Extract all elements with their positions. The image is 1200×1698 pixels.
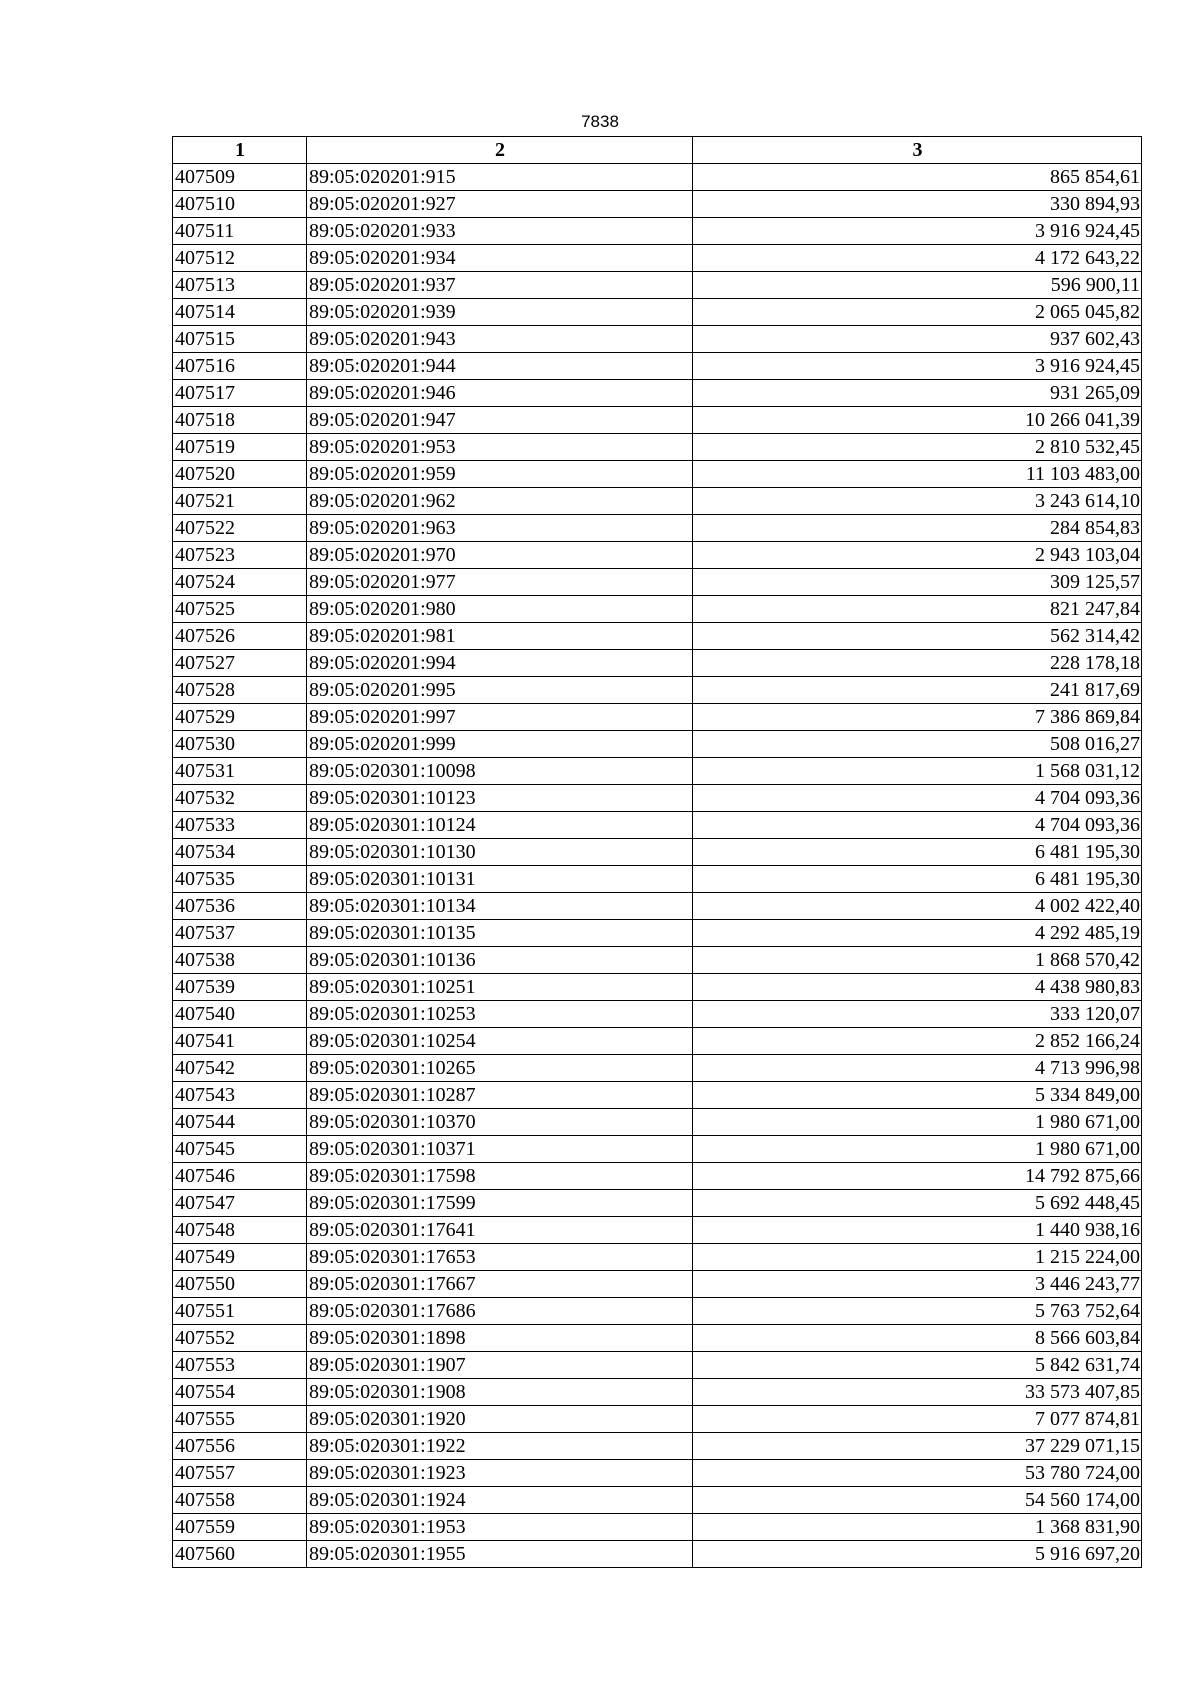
table-body [173, 164, 1142, 1568]
cadastral-value-cell: 241 817,69 [693, 677, 1142, 704]
table-row [173, 758, 1142, 785]
cadastral-number-cell: 89:05:020301:17686 [307, 1298, 693, 1325]
table-row [173, 1325, 1142, 1352]
cadastral-value-cell: 53 780 724,00 [693, 1460, 1142, 1487]
cadastral-value-cell: 4 713 996,98 [693, 1055, 1142, 1082]
row-number-cell: 407542 [173, 1055, 307, 1082]
cadastral-number-cell: 89:05:020301:10098 [307, 758, 693, 785]
cadastral-value-cell: 5 763 752,64 [693, 1298, 1142, 1325]
row-number-cell: 407513 [173, 272, 307, 299]
cadastral-value-cell: 3 243 614,10 [693, 488, 1142, 515]
cadastral-value-cell: 6 481 195,30 [693, 866, 1142, 893]
cadastral-value-cell: 4 438 980,83 [693, 974, 1142, 1001]
cadastral-value-cell: 1 980 671,00 [693, 1136, 1142, 1163]
cadastral-number-cell: 89:05:020201:959 [307, 461, 693, 488]
row-number-cell: 407532 [173, 785, 307, 812]
row-number-cell: 407558 [173, 1487, 307, 1514]
cadastral-number-cell: 89:05:020201:977 [307, 569, 693, 596]
row-number-cell: 407534 [173, 839, 307, 866]
row-number-cell: 407557 [173, 1460, 307, 1487]
cadastral-value-cell: 3 446 243,77 [693, 1271, 1142, 1298]
row-number-cell: 407538 [173, 947, 307, 974]
cadastral-number-cell: 89:05:020201:962 [307, 488, 693, 515]
table-row [173, 839, 1142, 866]
row-number-cell: 407556 [173, 1433, 307, 1460]
table-row [173, 488, 1142, 515]
cadastral-value-cell: 2 943 103,04 [693, 542, 1142, 569]
cadastral-value-cell: 10 266 041,39 [693, 407, 1142, 434]
cadastral-value-cell: 562 314,42 [693, 623, 1142, 650]
table-row [173, 1163, 1142, 1190]
row-number-cell: 407509 [173, 164, 307, 191]
table-row [173, 164, 1142, 191]
row-number-cell: 407552 [173, 1325, 307, 1352]
cadastral-number-cell: 89:05:020301:1907 [307, 1352, 693, 1379]
table-row [173, 1028, 1142, 1055]
cadastral-value-cell: 931 265,09 [693, 380, 1142, 407]
cadastral-number-cell: 89:05:020201:970 [307, 542, 693, 569]
cadastral-number-cell: 89:05:020301:17653 [307, 1244, 693, 1271]
table-row [173, 1460, 1142, 1487]
row-number-cell: 407535 [173, 866, 307, 893]
row-number-cell: 407518 [173, 407, 307, 434]
table-row [173, 461, 1142, 488]
table-row [173, 1136, 1142, 1163]
cadastral-number-cell: 89:05:020201:980 [307, 596, 693, 623]
cadastral-value-cell: 3 916 924,45 [693, 353, 1142, 380]
cadastral-number-cell: 89:05:020201:939 [307, 299, 693, 326]
cadastral-number-cell: 89:05:020301:10136 [307, 947, 693, 974]
column-header-3: 3 [693, 137, 1142, 164]
row-number-cell: 407545 [173, 1136, 307, 1163]
cadastral-value-cell: 14 792 875,66 [693, 1163, 1142, 1190]
table-row [173, 245, 1142, 272]
cadastral-number-cell: 89:05:020201:915 [307, 164, 693, 191]
cadastral-value-cell: 865 854,61 [693, 164, 1142, 191]
cadastral-value-cell: 5 916 697,20 [693, 1541, 1142, 1568]
cadastral-number-cell: 89:05:020301:10370 [307, 1109, 693, 1136]
cadastral-value-cell: 6 481 195,30 [693, 839, 1142, 866]
row-number-cell: 407525 [173, 596, 307, 623]
table-row [173, 569, 1142, 596]
cadastral-number-cell: 89:05:020301:1898 [307, 1325, 693, 1352]
cadastral-value-cell: 4 172 643,22 [693, 245, 1142, 272]
cadastral-value-cell: 2 065 045,82 [693, 299, 1142, 326]
row-number-cell: 407530 [173, 731, 307, 758]
cadastral-value-cell: 4 704 093,36 [693, 785, 1142, 812]
cadastral-number-cell: 89:05:020301:10131 [307, 866, 693, 893]
table-row [173, 1271, 1142, 1298]
cadastral-number-cell: 89:05:020201:995 [307, 677, 693, 704]
row-number-cell: 407516 [173, 353, 307, 380]
row-number-cell: 407527 [173, 650, 307, 677]
cadastral-value-cell: 54 560 174,00 [693, 1487, 1142, 1514]
row-number-cell: 407520 [173, 461, 307, 488]
table-row [173, 407, 1142, 434]
cadastral-value-cell: 1 368 831,90 [693, 1514, 1142, 1541]
table-row [173, 1109, 1142, 1136]
cadastral-number-cell: 89:05:020301:10371 [307, 1136, 693, 1163]
table-row [173, 1352, 1142, 1379]
table-row [173, 326, 1142, 353]
table-row [173, 434, 1142, 461]
table-row [173, 893, 1142, 920]
table-row [173, 1055, 1142, 1082]
table-row [173, 731, 1142, 758]
table-row [173, 272, 1142, 299]
table-header [173, 137, 1142, 164]
row-number-cell: 407510 [173, 191, 307, 218]
cadastral-number-cell: 89:05:020201:943 [307, 326, 693, 353]
table-row [173, 353, 1142, 380]
row-number-cell: 407536 [173, 893, 307, 920]
cadastral-value-table [172, 136, 1142, 1568]
row-number-cell: 407533 [173, 812, 307, 839]
cadastral-value-cell: 309 125,57 [693, 569, 1142, 596]
cadastral-value-cell: 4 002 422,40 [693, 893, 1142, 920]
column-header-2: 2 [307, 137, 693, 164]
cadastral-number-cell: 89:05:020201:933 [307, 218, 693, 245]
cadastral-value-cell: 5 334 849,00 [693, 1082, 1142, 1109]
table-row [173, 515, 1142, 542]
row-number-cell: 407528 [173, 677, 307, 704]
cadastral-value-cell: 596 900,11 [693, 272, 1142, 299]
cadastral-number-cell: 89:05:020201:999 [307, 731, 693, 758]
cadastral-value-cell: 5 842 631,74 [693, 1352, 1142, 1379]
cadastral-value-cell: 330 894,93 [693, 191, 1142, 218]
row-number-cell: 407537 [173, 920, 307, 947]
cadastral-number-cell: 89:05:020201:963 [307, 515, 693, 542]
cadastral-value-cell: 7 077 874,81 [693, 1406, 1142, 1433]
row-number-cell: 407511 [173, 218, 307, 245]
cadastral-number-cell: 89:05:020301:10134 [307, 893, 693, 920]
cadastral-number-cell: 89:05:020201:947 [307, 407, 693, 434]
row-number-cell: 407550 [173, 1271, 307, 1298]
row-number-cell: 407521 [173, 488, 307, 515]
table-row [173, 218, 1142, 245]
row-number-cell: 407543 [173, 1082, 307, 1109]
row-number-cell: 407555 [173, 1406, 307, 1433]
row-number-cell: 407517 [173, 380, 307, 407]
table-row [173, 677, 1142, 704]
cadastral-number-cell: 89:05:020201:927 [307, 191, 693, 218]
cadastral-number-cell: 89:05:020301:17599 [307, 1190, 693, 1217]
table-row [173, 1082, 1142, 1109]
cadastral-number-cell: 89:05:020301:1923 [307, 1460, 693, 1487]
row-number-cell: 407526 [173, 623, 307, 650]
table-row [173, 866, 1142, 893]
cadastral-value-cell: 3 916 924,45 [693, 218, 1142, 245]
table-row [173, 1244, 1142, 1271]
row-number-cell: 407512 [173, 245, 307, 272]
cadastral-value-cell: 11 103 483,00 [693, 461, 1142, 488]
cadastral-number-cell: 89:05:020201:997 [307, 704, 693, 731]
cadastral-number-cell: 89:05:020301:1922 [307, 1433, 693, 1460]
cadastral-number-cell: 89:05:020301:10130 [307, 839, 693, 866]
cadastral-value-cell: 4 292 485,19 [693, 920, 1142, 947]
cadastral-number-cell: 89:05:020301:10251 [307, 974, 693, 1001]
cadastral-number-cell: 89:05:020301:10254 [307, 1028, 693, 1055]
cadastral-number-cell: 89:05:020301:1955 [307, 1541, 693, 1568]
row-number-cell: 407541 [173, 1028, 307, 1055]
cadastral-value-cell: 37 229 071,15 [693, 1433, 1142, 1460]
cadastral-value-cell: 1 868 570,42 [693, 947, 1142, 974]
table-row [173, 1298, 1142, 1325]
table-row [173, 623, 1142, 650]
cadastral-value-cell: 228 178,18 [693, 650, 1142, 677]
cadastral-value-cell: 333 120,07 [693, 1001, 1142, 1028]
cadastral-value-cell: 2 810 532,45 [693, 434, 1142, 461]
row-number-cell: 407549 [173, 1244, 307, 1271]
row-number-cell: 407539 [173, 974, 307, 1001]
cadastral-number-cell: 89:05:020301:17667 [307, 1271, 693, 1298]
cadastral-number-cell: 89:05:020201:994 [307, 650, 693, 677]
row-number-cell: 407531 [173, 758, 307, 785]
row-number-cell: 407524 [173, 569, 307, 596]
row-number-cell: 407546 [173, 1163, 307, 1190]
table-row [173, 1190, 1142, 1217]
cadastral-number-cell: 89:05:020201:944 [307, 353, 693, 380]
page-number: 7838 [581, 112, 619, 131]
row-number-cell: 407519 [173, 434, 307, 461]
row-number-cell: 407523 [173, 542, 307, 569]
cadastral-value-cell: 2 852 166,24 [693, 1028, 1142, 1055]
cadastral-value-cell: 5 692 448,45 [693, 1190, 1142, 1217]
cadastral-number-cell: 89:05:020301:10135 [307, 920, 693, 947]
row-number-cell: 407548 [173, 1217, 307, 1244]
row-number-cell: 407559 [173, 1514, 307, 1541]
cadastral-number-cell: 89:05:020301:1908 [307, 1379, 693, 1406]
table-row [173, 299, 1142, 326]
table-row [173, 1433, 1142, 1460]
row-number-cell: 407529 [173, 704, 307, 731]
cadastral-number-cell: 89:05:020301:17598 [307, 1163, 693, 1190]
table-row [173, 1514, 1142, 1541]
cadastral-number-cell: 89:05:020301:1924 [307, 1487, 693, 1514]
row-number-cell: 407540 [173, 1001, 307, 1028]
cadastral-number-cell: 89:05:020301:10123 [307, 785, 693, 812]
cadastral-value-cell: 1 568 031,12 [693, 758, 1142, 785]
table-row [173, 596, 1142, 623]
table-row [173, 1541, 1142, 1568]
cadastral-number-cell: 89:05:020301:10287 [307, 1082, 693, 1109]
table-row [173, 1406, 1142, 1433]
cadastral-value-cell: 7 386 869,84 [693, 704, 1142, 731]
table-row [173, 947, 1142, 974]
cadastral-number-cell: 89:05:020301:10253 [307, 1001, 693, 1028]
row-number-cell: 407551 [173, 1298, 307, 1325]
table-row [173, 920, 1142, 947]
cadastral-value-cell: 1 980 671,00 [693, 1109, 1142, 1136]
cadastral-number-cell: 89:05:020301:17641 [307, 1217, 693, 1244]
table-row [173, 785, 1142, 812]
cadastral-number-cell: 89:05:020301:1920 [307, 1406, 693, 1433]
row-number-cell: 407515 [173, 326, 307, 353]
row-number-cell: 407553 [173, 1352, 307, 1379]
cadastral-value-cell: 1 440 938,16 [693, 1217, 1142, 1244]
table-row [173, 542, 1142, 569]
row-number-cell: 407522 [173, 515, 307, 542]
cadastral-value-cell: 508 016,27 [693, 731, 1142, 758]
column-header-1: 1 [173, 137, 307, 164]
cadastral-number-cell: 89:05:020201:934 [307, 245, 693, 272]
table-row [173, 704, 1142, 731]
cadastral-number-cell: 89:05:020201:937 [307, 272, 693, 299]
cadastral-value-cell: 33 573 407,85 [693, 1379, 1142, 1406]
cadastral-value-cell: 8 566 603,84 [693, 1325, 1142, 1352]
cadastral-number-cell: 89:05:020201:953 [307, 434, 693, 461]
table-row [173, 191, 1142, 218]
cadastral-value-cell: 821 247,84 [693, 596, 1142, 623]
table-row [173, 1001, 1142, 1028]
header-row [173, 137, 1142, 164]
cadastral-value-cell: 4 704 093,36 [693, 812, 1142, 839]
table-row [173, 380, 1142, 407]
row-number-cell: 407514 [173, 299, 307, 326]
table-row [173, 1217, 1142, 1244]
table-row [173, 812, 1142, 839]
cadastral-number-cell: 89:05:020201:946 [307, 380, 693, 407]
row-number-cell: 407547 [173, 1190, 307, 1217]
cadastral-number-cell: 89:05:020301:10265 [307, 1055, 693, 1082]
cadastral-value-cell: 1 215 224,00 [693, 1244, 1142, 1271]
row-number-cell: 407560 [173, 1541, 307, 1568]
row-number-cell: 407544 [173, 1109, 307, 1136]
cadastral-value-cell: 937 602,43 [693, 326, 1142, 353]
cadastral-number-cell: 89:05:020201:981 [307, 623, 693, 650]
table-row [173, 650, 1142, 677]
table-row [173, 974, 1142, 1001]
cadastral-number-cell: 89:05:020301:1953 [307, 1514, 693, 1541]
cadastral-value-cell: 284 854,83 [693, 515, 1142, 542]
cadastral-number-cell: 89:05:020301:10124 [307, 812, 693, 839]
row-number-cell: 407554 [173, 1379, 307, 1406]
table-row [173, 1487, 1142, 1514]
table-row [173, 1379, 1142, 1406]
